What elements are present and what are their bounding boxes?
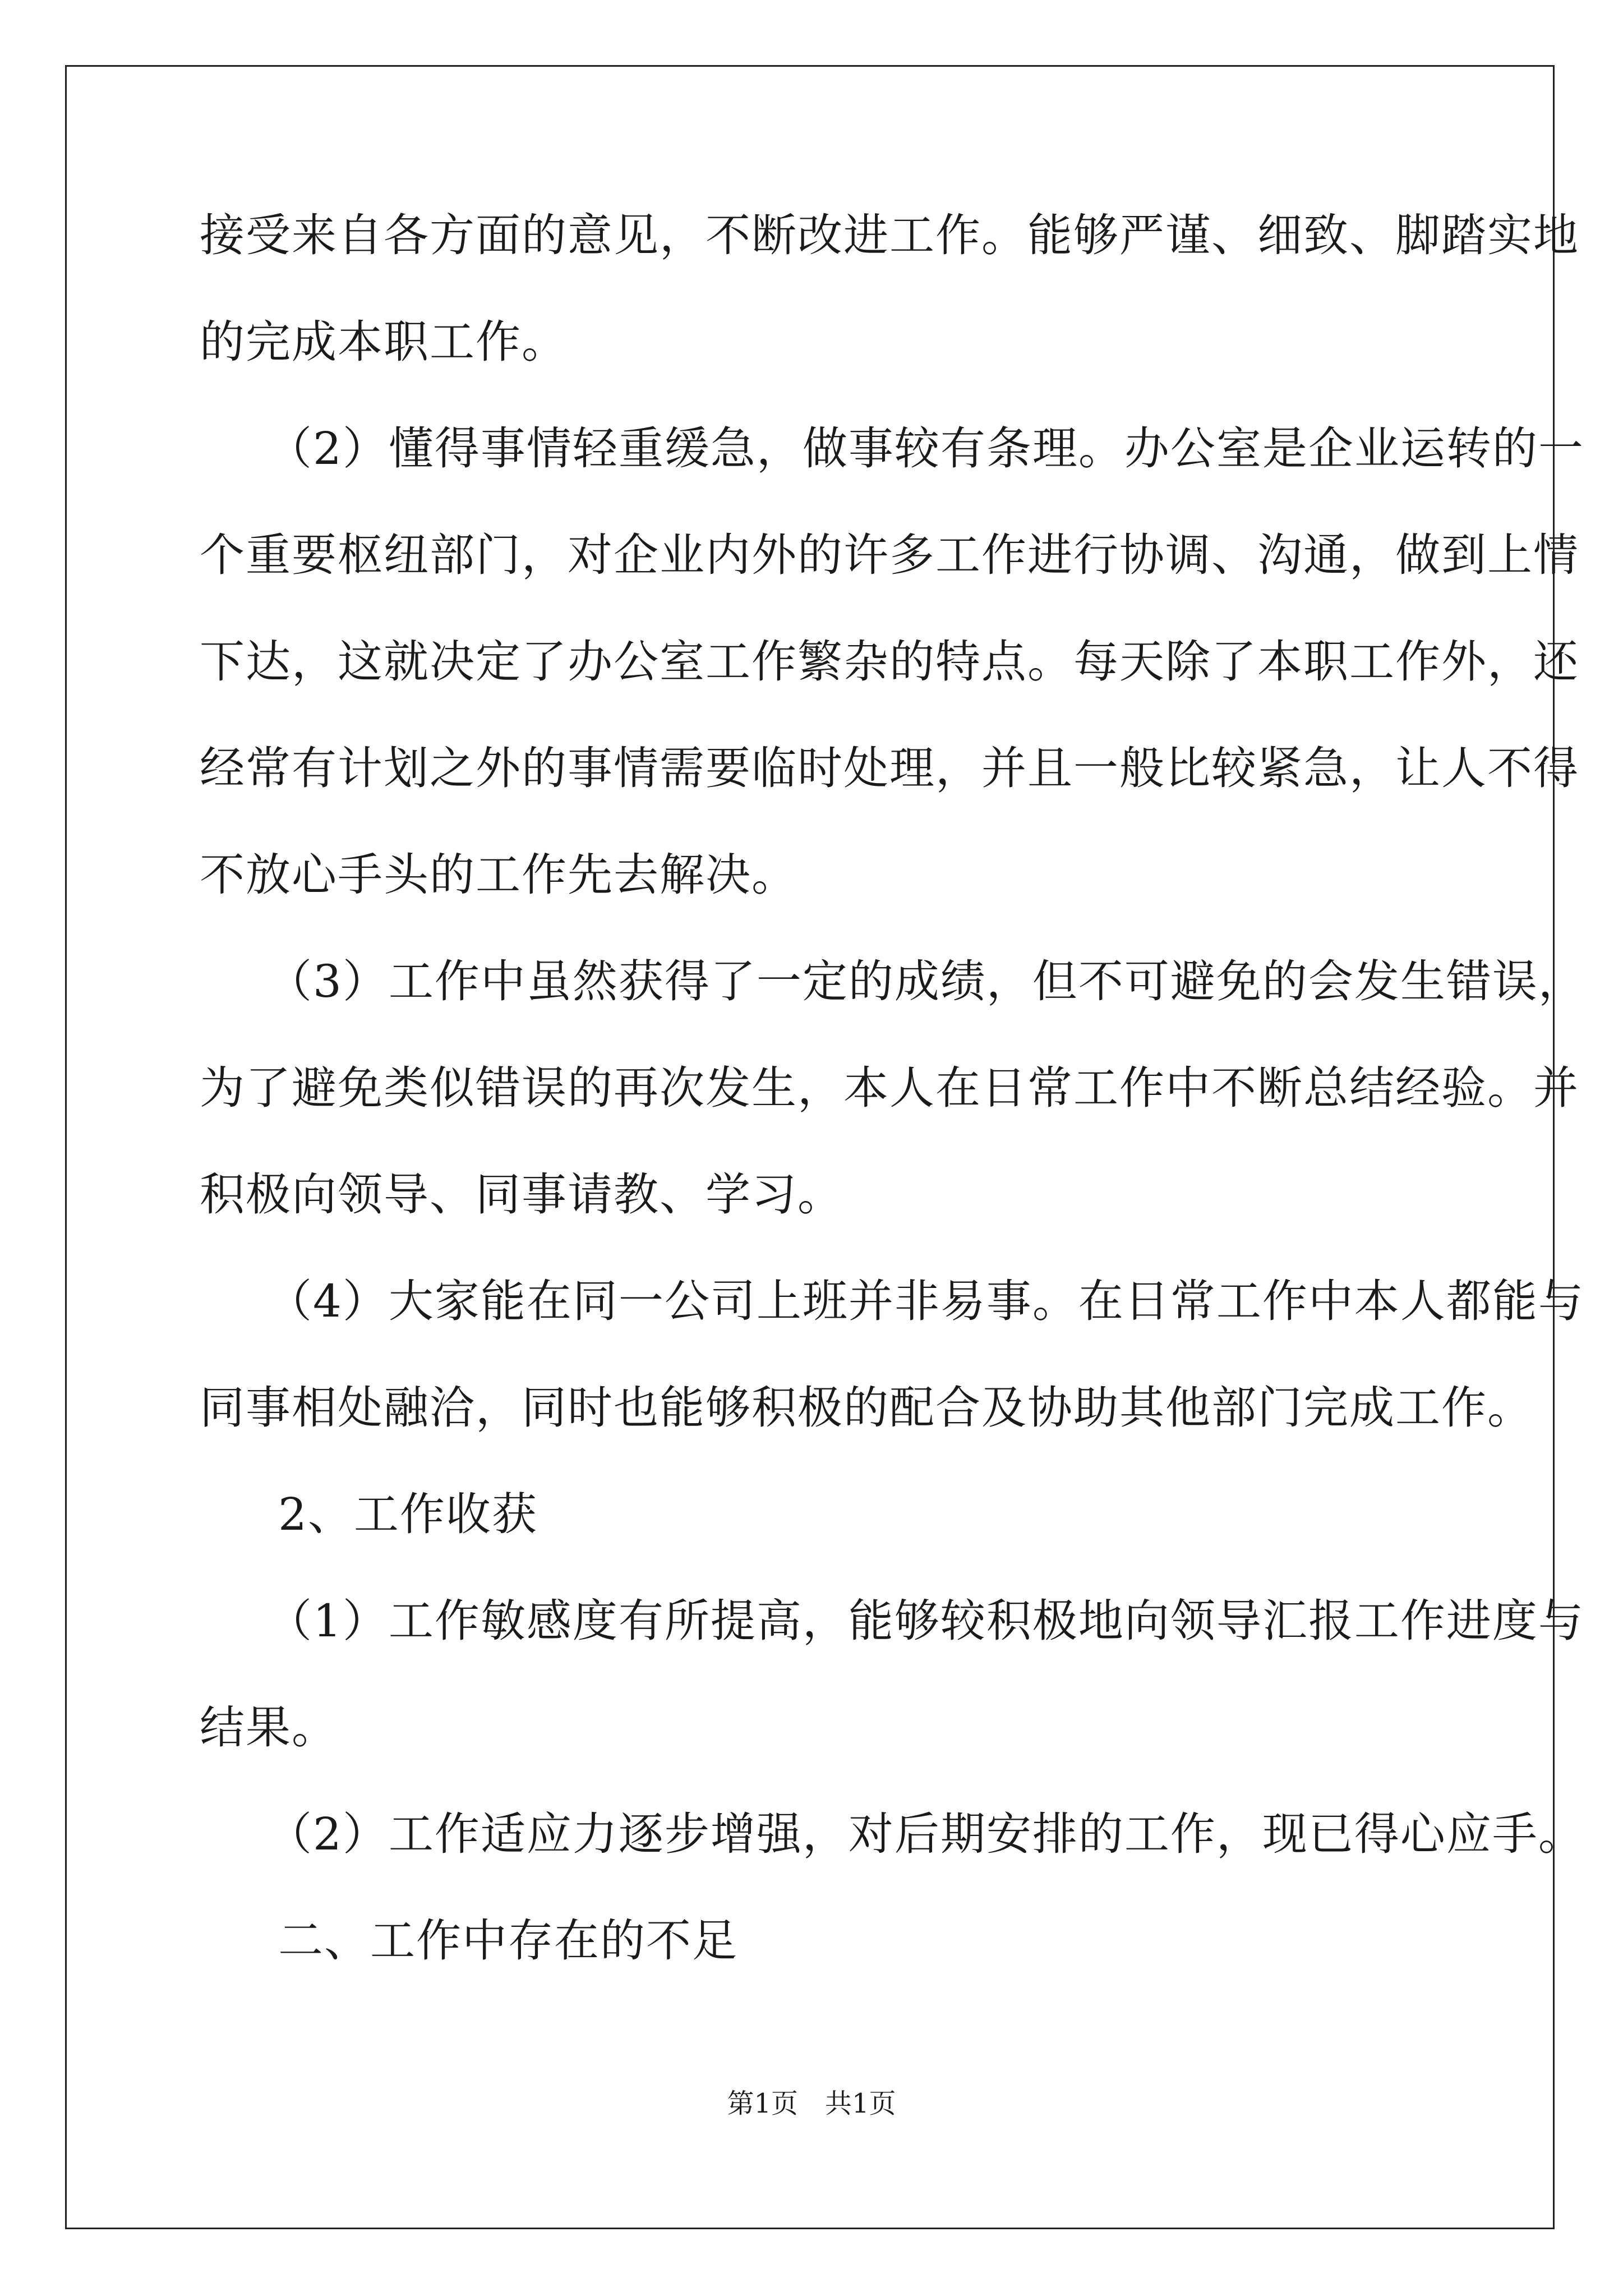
paragraph-3-start: （3）工作中虽然获得了一定的成绩，但不可避免的会发生错误， [267, 955, 1584, 1007]
text-line: 积极向领导、同事请教、学习。 [200, 1168, 843, 1221]
text-line: 的完成本职工作。 [200, 316, 568, 368]
text-line: 不放心手头的工作先去解决。 [200, 849, 797, 901]
text-line: 同事相处融洽，同时也能够积极的配合及协助其他部门完成工作。 [200, 1382, 1533, 1434]
page-footer [0, 2087, 1623, 2120]
paragraph-2-start: （2）懂得事情轻重缓急，做事较有条理。办公室是企业运转的一 [267, 422, 1584, 475]
text-line: 为了避免类似错误的再次发生，本人在日常工作中不断总结经验。并 [200, 1062, 1579, 1114]
section-heading-shortcomings: 二、工作中存在的不足 [278, 1915, 738, 1967]
text-line: 下达，这就决定了办公室工作繁杂的特点。每天除了本职工作外，还 [200, 636, 1579, 688]
section-heading-work-gains: 2、工作收获 [278, 1488, 538, 1540]
gains-item-1-start: （1）工作敏感度有所提高，能够较积极地向领导汇报工作进度与 [267, 1595, 1584, 1647]
text-line: 经常有计划之外的事情需要临时处理，并且一般比较紧急，让人不得 [200, 742, 1579, 794]
gains-item-2: （2）工作适应力逐步增强，对后期安排的工作，现已得心应手。 [267, 1808, 1584, 1860]
paragraph-4-start: （4）大家能在同一公司上班并非易事。在日常工作中本人都能与 [267, 1275, 1584, 1327]
text-line: 结果。 [200, 1701, 338, 1754]
page-number: 第1页 [727, 2088, 798, 2119]
text-line: 接受来自各方面的意见，不断改进工作。能够严谨、细致、脚踏实地 [200, 209, 1579, 261]
page-total: 共1页 [825, 2088, 896, 2119]
text-line: 个重要枢纽部门，对企业内外的许多工作进行协调、沟通，做到上情 [200, 529, 1579, 581]
page-border [65, 65, 1555, 2229]
